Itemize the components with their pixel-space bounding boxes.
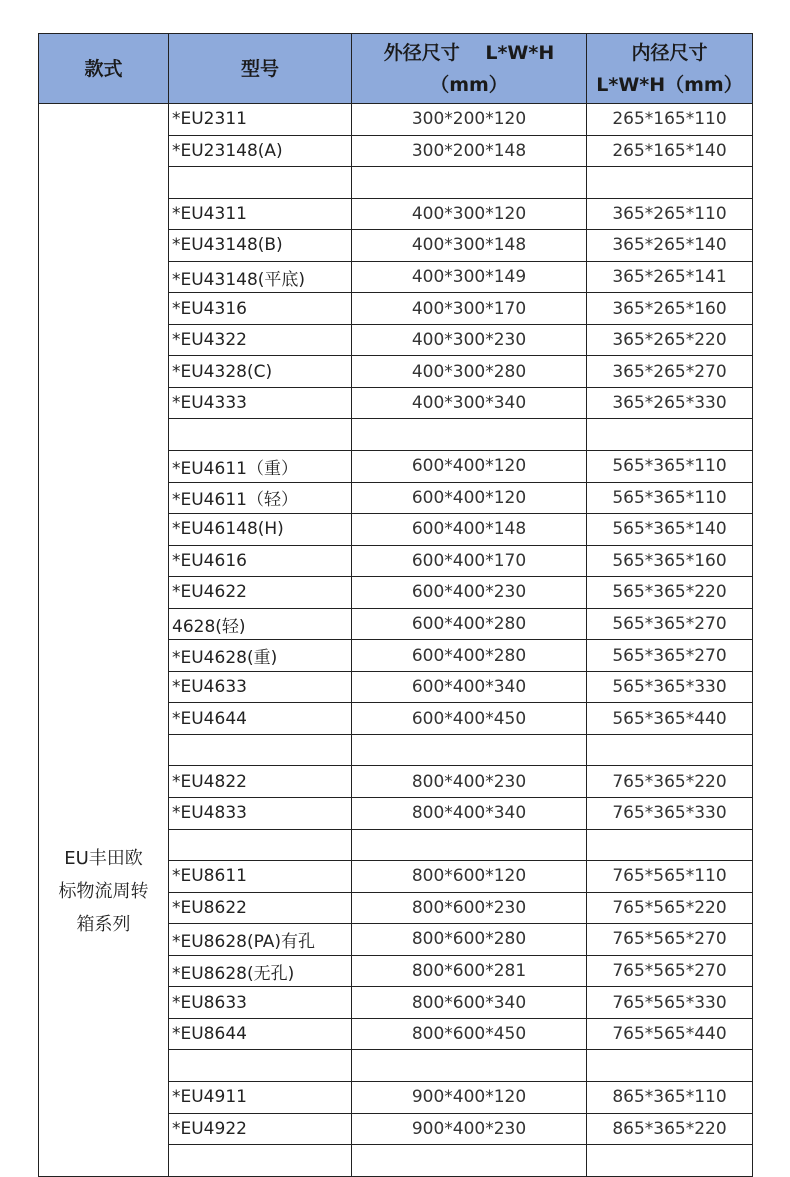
- model-cell: *EU8628(PA)有孔: [169, 924, 352, 956]
- inner-size-cell: 365*265*141: [587, 261, 753, 293]
- inner-size-cell: 565*365*110: [587, 451, 753, 483]
- model-cell: *EU4611（重）: [169, 451, 352, 483]
- style-cell: [39, 104, 169, 1177]
- outer-size-cell: 300*200*120: [352, 104, 587, 136]
- header-style: 款式: [39, 34, 169, 104]
- model-cell: *EU4333: [169, 387, 352, 419]
- outer-size-cell: 600*400*280: [352, 640, 587, 672]
- header-inner-size: [587, 34, 753, 104]
- model-cell: *EU4616: [169, 545, 352, 577]
- inner-size-cell: 565*365*140: [587, 514, 753, 546]
- inner-size-cell: [587, 419, 753, 451]
- model-cell: *EU4611（轻）: [169, 482, 352, 514]
- model-cell: *EU4316: [169, 293, 352, 325]
- inner-size-cell: 865*365*220: [587, 1113, 753, 1145]
- inner-size-cell: 365*265*270: [587, 356, 753, 388]
- inner-size-cell: 765*365*220: [587, 766, 753, 798]
- inner-size-cell: 765*565*220: [587, 892, 753, 924]
- header-outer-line1: 外径尺寸 L*W*H: [383, 41, 555, 64]
- model-cell: *EU8628(无孔): [169, 955, 352, 987]
- model-cell: *EU23148(A): [169, 135, 352, 167]
- header-inner-line2: L*W*H（mm）: [596, 73, 743, 96]
- outer-size-cell: 800*600*120: [352, 861, 587, 893]
- inner-size-cell: 565*365*270: [587, 608, 753, 640]
- header-inner-line1: 内径尺寸: [631, 41, 708, 64]
- inner-size-cell: 565*365*220: [587, 577, 753, 609]
- model-cell: *EU8611: [169, 861, 352, 893]
- inner-size-cell: 565*365*110: [587, 482, 753, 514]
- inner-size-cell: 765*565*110: [587, 861, 753, 893]
- outer-size-cell: [352, 1050, 587, 1082]
- outer-size-cell: 800*600*281: [352, 955, 587, 987]
- inner-size-cell: 565*365*160: [587, 545, 753, 577]
- outer-size-cell: 400*300*148: [352, 230, 587, 262]
- outer-size-cell: 600*400*280: [352, 608, 587, 640]
- outer-size-cell: 800*600*230: [352, 892, 587, 924]
- outer-size-cell: 800*400*230: [352, 766, 587, 798]
- model-cell: *EU43148(B): [169, 230, 352, 262]
- inner-size-cell: [587, 734, 753, 766]
- outer-size-cell: 600*400*450: [352, 703, 587, 735]
- outer-size-cell: [352, 167, 587, 199]
- inner-size-cell: [587, 1050, 753, 1082]
- outer-size-cell: 400*300*170: [352, 293, 587, 325]
- inner-size-cell: 565*365*440: [587, 703, 753, 735]
- header-outer-size: [352, 34, 587, 104]
- model-cell: *EU4822: [169, 766, 352, 798]
- model-cell: *EU4644: [169, 703, 352, 735]
- model-cell: *EU4622: [169, 577, 352, 609]
- model-cell: [169, 419, 352, 451]
- style-line: 箱系列: [76, 914, 131, 935]
- model-cell: [169, 1050, 352, 1082]
- outer-size-cell: 400*300*120: [352, 198, 587, 230]
- model-cell: *EU43148(平底): [169, 261, 352, 293]
- inner-size-cell: 265*165*140: [587, 135, 753, 167]
- outer-size-cell: 400*300*340: [352, 387, 587, 419]
- inner-size-cell: [587, 829, 753, 861]
- style-line: 标物流周转: [58, 881, 149, 902]
- model-cell: *EU4328(C): [169, 356, 352, 388]
- model-cell: *EU8633: [169, 987, 352, 1019]
- inner-size-cell: [587, 1145, 753, 1177]
- outer-size-cell: 800*600*280: [352, 924, 587, 956]
- model-cell: [169, 1145, 352, 1177]
- outer-size-cell: 600*400*340: [352, 671, 587, 703]
- model-cell: *EU4922: [169, 1113, 352, 1145]
- model-cell: [169, 734, 352, 766]
- header-model: 型号: [169, 34, 352, 104]
- outer-size-cell: 400*300*149: [352, 261, 587, 293]
- outer-size-cell: [352, 829, 587, 861]
- model-cell: *EU4322: [169, 324, 352, 356]
- inner-size-cell: 565*365*330: [587, 671, 753, 703]
- inner-size-cell: 765*565*270: [587, 955, 753, 987]
- inner-size-cell: [587, 167, 753, 199]
- outer-size-cell: 600*400*120: [352, 451, 587, 483]
- outer-size-cell: 600*400*170: [352, 545, 587, 577]
- model-cell: [169, 829, 352, 861]
- inner-size-cell: 365*265*160: [587, 293, 753, 325]
- spec-table: [38, 33, 753, 1177]
- model-cell: *EU4311: [169, 198, 352, 230]
- outer-size-cell: 800*600*450: [352, 1018, 587, 1050]
- header-row: [39, 34, 753, 104]
- style-line: EU丰田欧: [64, 848, 143, 869]
- inner-size-cell: 365*265*140: [587, 230, 753, 262]
- inner-size-cell: 765*365*330: [587, 798, 753, 830]
- outer-size-cell: 600*400*148: [352, 514, 587, 546]
- outer-size-cell: 800*400*340: [352, 798, 587, 830]
- model-cell: *EU46148(H): [169, 514, 352, 546]
- inner-size-cell: 765*565*330: [587, 987, 753, 1019]
- outer-size-cell: 600*400*120: [352, 482, 587, 514]
- inner-size-cell: 365*265*330: [587, 387, 753, 419]
- model-cell: *EU8644: [169, 1018, 352, 1050]
- table-row: [39, 104, 753, 136]
- model-cell: [169, 167, 352, 199]
- inner-size-cell: 365*265*110: [587, 198, 753, 230]
- inner-size-cell: 565*365*270: [587, 640, 753, 672]
- model-cell: *EU4833: [169, 798, 352, 830]
- model-cell: *EU8622: [169, 892, 352, 924]
- model-cell: *EU4628(重): [169, 640, 352, 672]
- outer-size-cell: 400*300*280: [352, 356, 587, 388]
- model-cell: *EU2311: [169, 104, 352, 136]
- outer-size-cell: 600*400*230: [352, 577, 587, 609]
- outer-size-cell: [352, 419, 587, 451]
- inner-size-cell: 765*565*440: [587, 1018, 753, 1050]
- outer-size-cell: 800*600*340: [352, 987, 587, 1019]
- inner-size-cell: 765*565*270: [587, 924, 753, 956]
- outer-size-cell: 400*300*230: [352, 324, 587, 356]
- model-cell: 4628(轻): [169, 608, 352, 640]
- outer-size-cell: 300*200*148: [352, 135, 587, 167]
- model-cell: *EU4911: [169, 1081, 352, 1113]
- outer-size-cell: [352, 1145, 587, 1177]
- model-cell: *EU4633: [169, 671, 352, 703]
- inner-size-cell: 265*165*110: [587, 104, 753, 136]
- inner-size-cell: 365*265*220: [587, 324, 753, 356]
- outer-size-cell: [352, 734, 587, 766]
- outer-size-cell: 900*400*120: [352, 1081, 587, 1113]
- inner-size-cell: 865*365*110: [587, 1081, 753, 1113]
- header-outer-line2: （mm）: [430, 73, 508, 96]
- outer-size-cell: 900*400*230: [352, 1113, 587, 1145]
